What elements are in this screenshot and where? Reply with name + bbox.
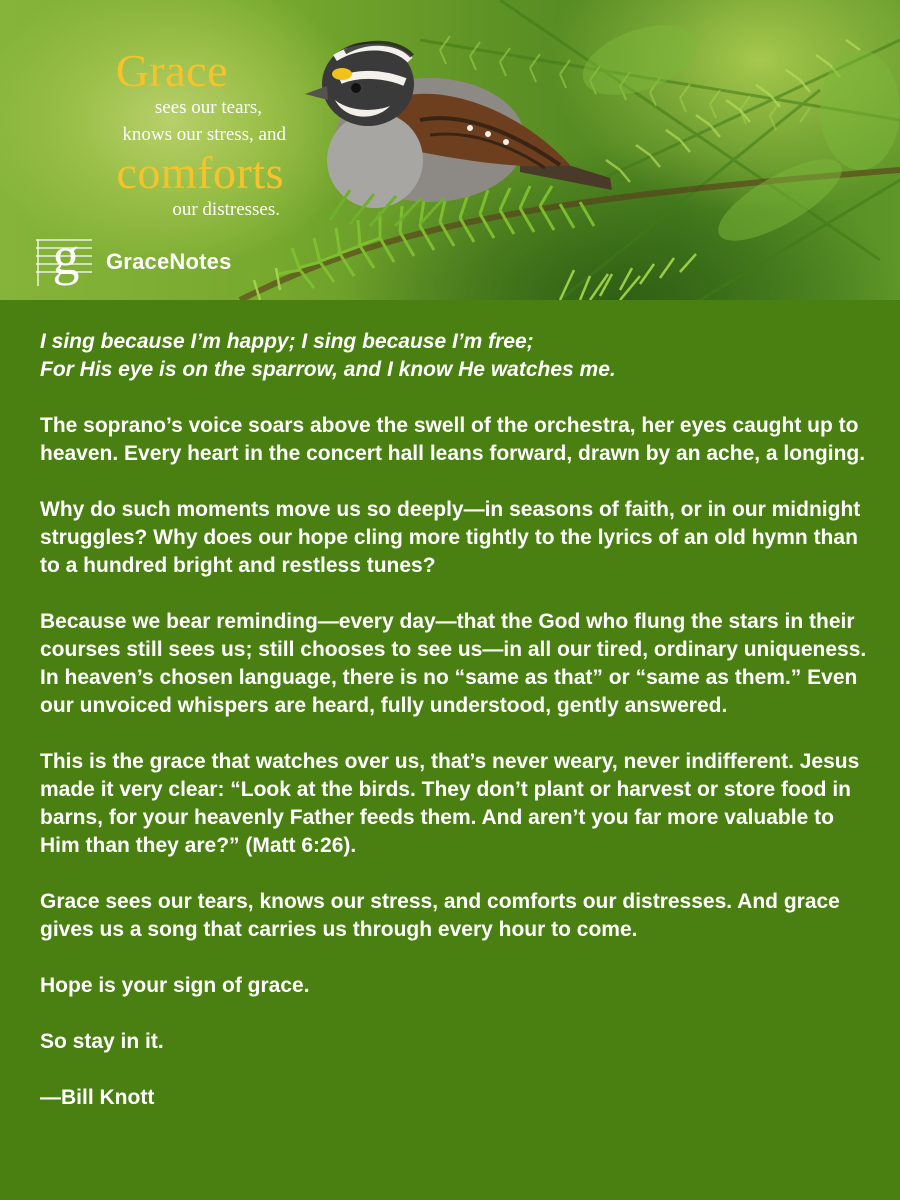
paragraph: Grace sees our tears, knows our stress, and comforts our distresses. And grace gives us a song that carries us through every hour to come. (40, 890, 840, 941)
gracenotes-logo-icon (36, 234, 92, 290)
paragraph: So stay in it. (40, 1030, 164, 1053)
gracenotes-brand (36, 234, 232, 290)
author-signature: —Bill Knott (40, 1086, 155, 1109)
tagline-line-3: our distresses. (172, 199, 280, 220)
tagline-grace: Grace (115, 45, 228, 96)
article-body (40, 328, 870, 1140)
tagline-line-2: knows our stress, and (122, 124, 286, 145)
hymn-verse (40, 328, 870, 384)
tagline-line-1: sees our tears, (154, 97, 262, 118)
tagline (0, 45, 290, 223)
paragraph: The soprano’s voice soars above the swell of the orchestra, her eyes caught up to heaven. Every heart in the concert hall leans forward, drawn by an ache, a longing. (40, 414, 866, 465)
tagline-comforts: comforts (116, 147, 284, 198)
brand-name: GraceNotes (106, 249, 232, 274)
svg-text:g: g (52, 234, 80, 286)
paragraph: Hope is your sign of grace. (40, 974, 310, 997)
verse-line-1: I sing because I’m happy; I sing because I’m free; (40, 330, 534, 353)
paragraph: Why do such moments move us so deeply—in seasons of faith, or in our midnight struggles? Why does our hope cling more tightly to the lyrics of an old hymn than to a hundred bright and restless tunes? (40, 498, 861, 577)
paragraph: This is the grace that watches over us, that’s never weary, never indifferent. Jesus made it very clear: “Look at the birds. They don’t plant or harvest or store food in barns, for your heavenly Father feeds them. And aren’t you far more valuable to Him than they are?” (Matt 6:26). (40, 750, 860, 857)
header-photo (0, 0, 900, 300)
paragraph: Because we bear reminding—every day—that the God who flung the stars in their courses still sees us; still chooses to see us—in all our tired, ordinary uniqueness. In heaven’s chosen language, there is no “same as that” or “same as them.” Even our unvoiced whispers are heard, fully understood, gently answered. (40, 610, 867, 717)
verse-line-2: For His eye is on the sparrow, and I know He watches me. (40, 358, 616, 381)
